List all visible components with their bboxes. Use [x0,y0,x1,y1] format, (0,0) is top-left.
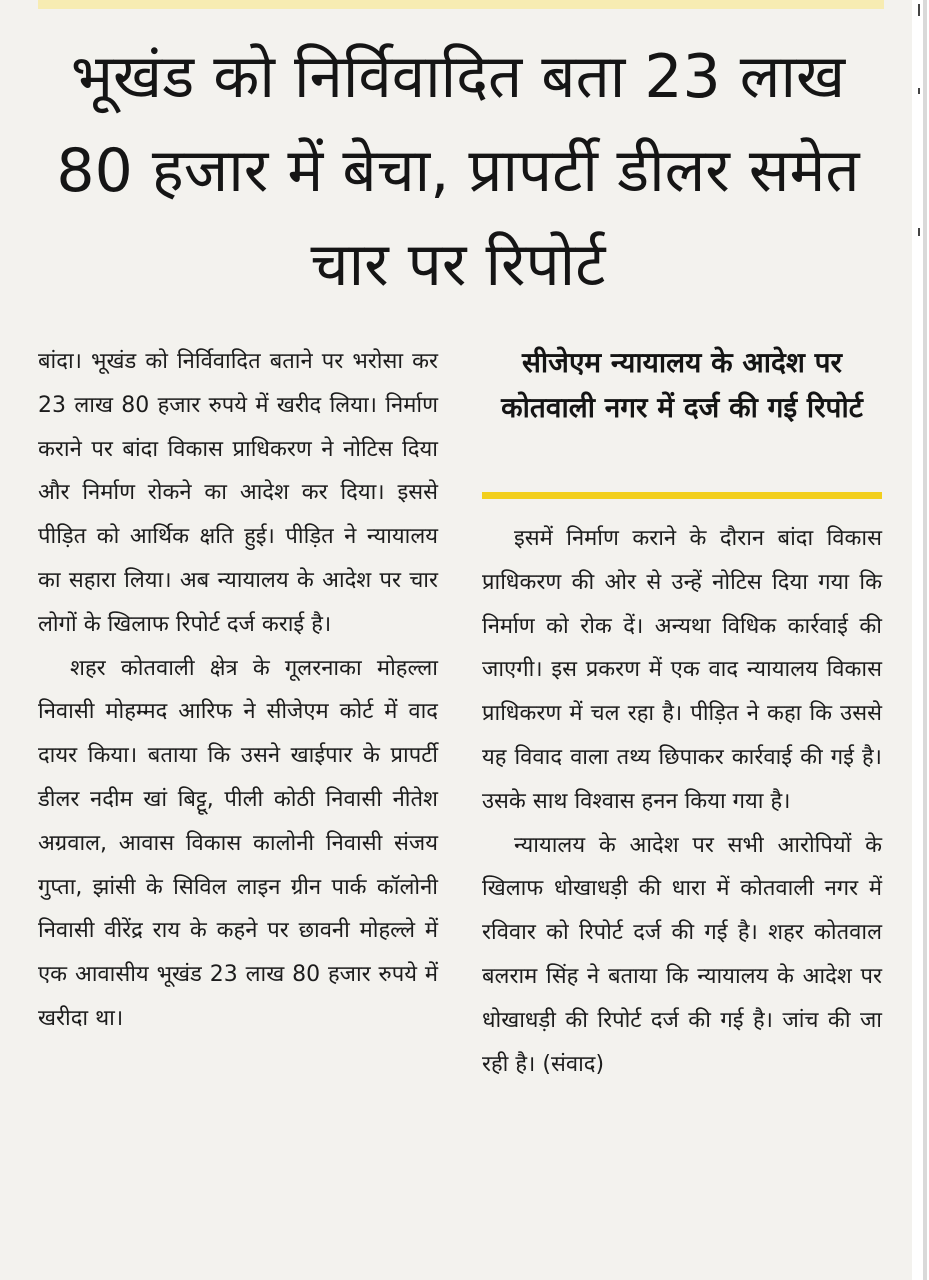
scrollbar-track [923,0,927,1280]
article-subheadline: सीजेएम न्यायालय के आदेश पर कोतवाली नगर में दर्ज की गई रिपोर्ट [501,346,863,424]
margin-tick [918,228,920,236]
subheadline-rule [482,492,882,499]
left-paragraph-1: बांदा। भूखंड को निर्विवादित बताने पर भरोसा कर 23 लाख 80 हजार रुपये में खरीद लिया। निर्माण कराने पर बांदा विकास प्राधिकरण ने नोटिस दिया और निर्माण रोकने का आदेश कर दिया। इससे पीड़ित को आर्थिक क्षति हुई। पीड़ित ने न्यायालय का सहारा लिया। अब न्यायालय के आदेश पर चार लोगों के खिलाफ रिपोर्ट दर्ज कराई है। [38,349,438,637]
right-column [482,517,882,1086]
article-headline: भूखंड को निर्विवादित बता 23 लाख 80 हजार में बेचा, प्रापर्टी डीलर समेत चार पर रिपोर्ट [56,42,860,300]
left-column [38,340,438,1041]
top-color-strip [38,0,884,9]
margin-tick [918,4,920,16]
right-paragraph-2: न्यायालय के आदेश पर सभी आरोपियों के खिलाफ धोखाधड़ी की धारा में कोतवाली नगर में रविवार को रिपोर्ट दर्ज की गई है। शहर कोतवाल बलराम सिंह ने बताया कि न्यायालय के आदेश पर धोखाधड़ी की रिपोर्ट दर्ज की गई है। जांच की जा रही है। (संवाद) [482,832,882,1077]
left-paragraph-2: शहर कोतवाली क्षेत्र के गूलरनाका मोहल्ला निवासी मोहम्मद आरिफ ने सीजेएम कोर्ट में वाद दायर किया। बताया कि उसने खाईपार के प्रापर्टी डीलर नदीम खां बिट्टू, पीली कोठी निवासी नीतेश अग्रवाल, आवास विकास कालोनी निवासी संजय गुप्ता, झांसी के सिविल लाइन ग्रीन पार्क कॉलोनी निवासी वीरेंद्र राय के कहने पर छावनी मोहल्ले में एक आवासीय भूखंड 23 लाख 80 हजार रुपये में खरीदा था। [38,655,438,1031]
margin-tick [918,88,920,94]
right-paragraph-1: इसमें निर्माण कराने के दौरान बांदा विकास प्राधिकरण की ओर से उन्हें नोटिस दिया गया कि निर्माण को रोक दें। अन्यथा विधिक कार्रवाई की जाएगी। इस प्रकरण में एक वाद न्यायालय विकास प्राधिकरण में चल रहा है। पीड़ित ने कहा कि उससे यह विवाद वाला तथ्य छिपाकर कार्रवाई की गई है। उसके साथ विश्वास हनन किया गया है। [482,526,882,814]
